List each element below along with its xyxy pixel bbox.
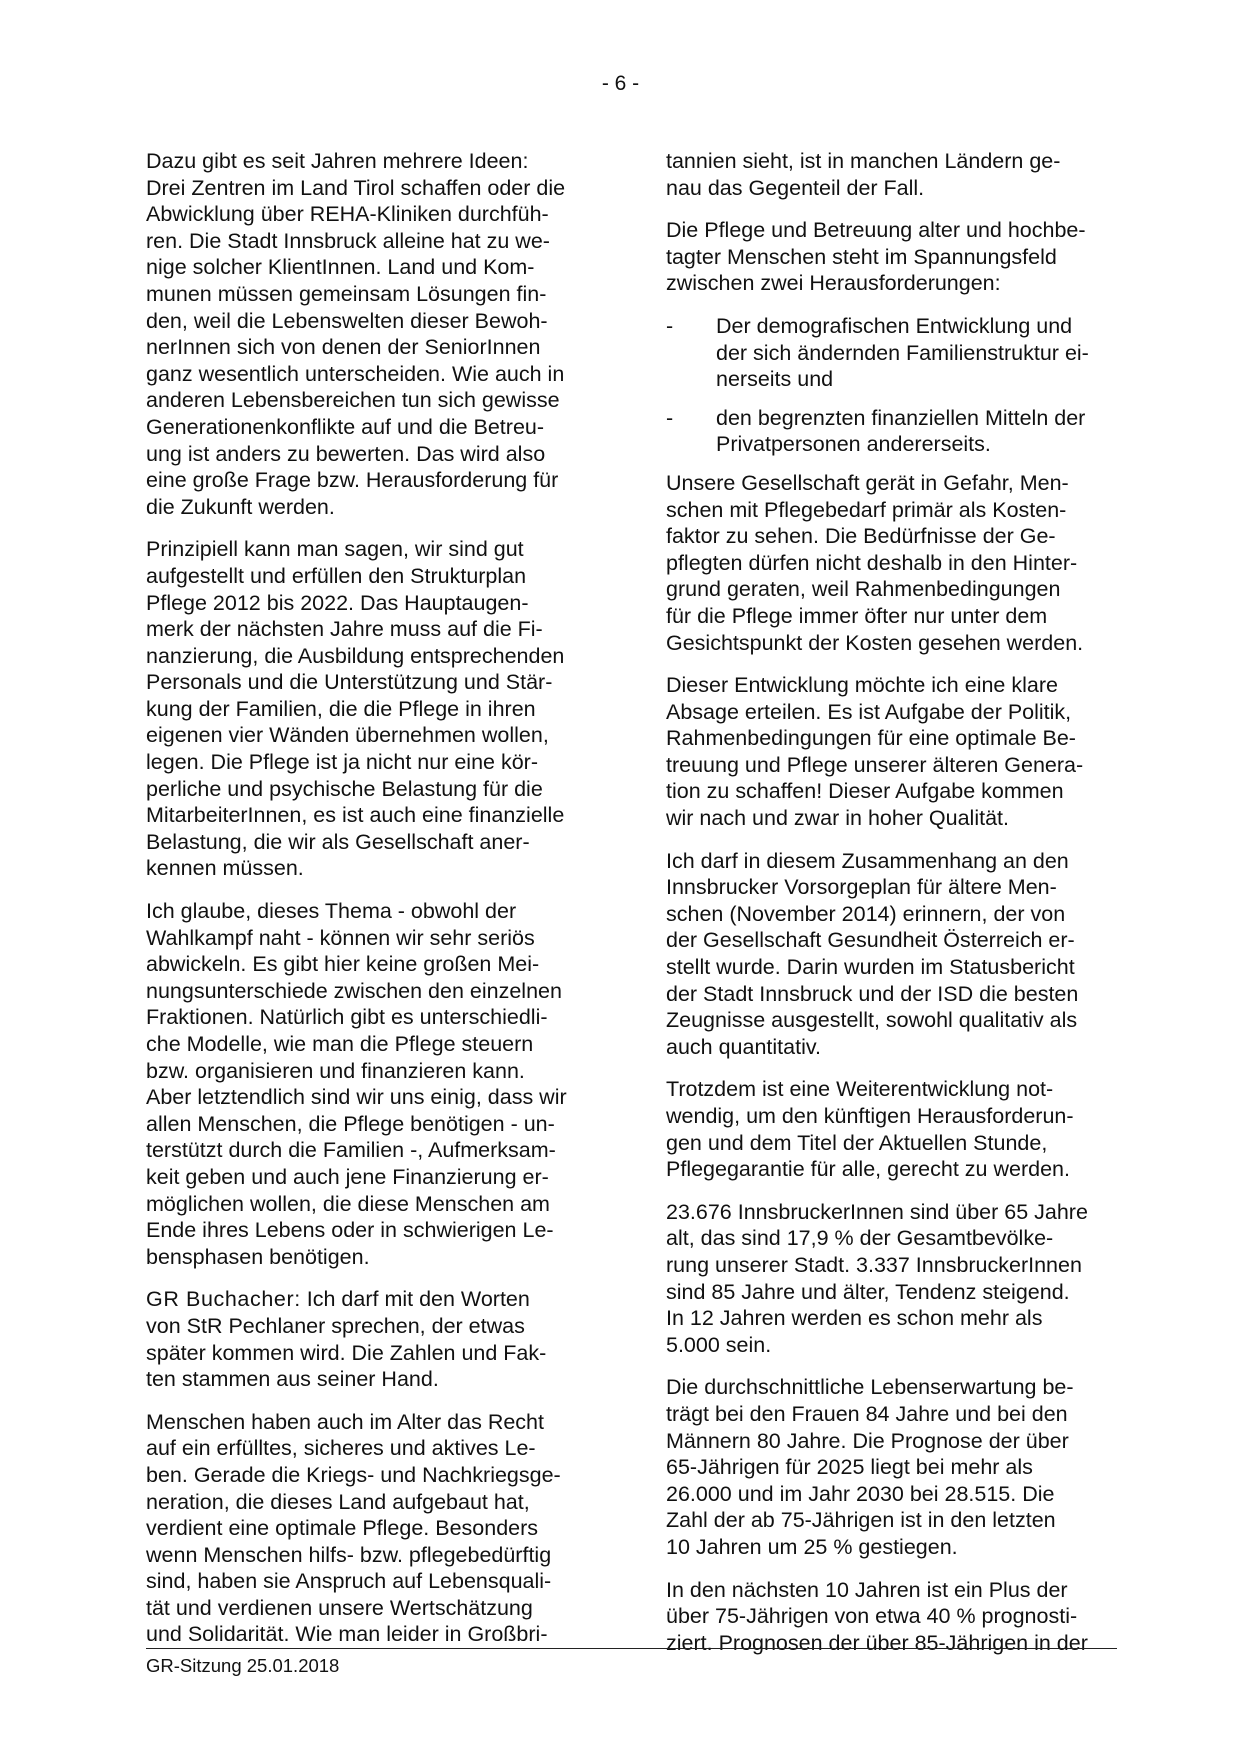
- text-line: Innsbrucker Vorsorgeplan für ältere Men-: [666, 875, 1057, 900]
- text-line: nige solcher KlientInnen. Land und Kom-: [146, 255, 535, 280]
- bullet-item: [666, 405, 1118, 458]
- text-line: eine große Frage bzw. Herausforderung für: [146, 468, 559, 493]
- paragraph: [146, 536, 598, 882]
- text-line: Ich darf in diesem Zusammenhang an den: [666, 848, 1069, 873]
- text-line: Unsere Gesellschaft gerät in Gefahr, Men-: [666, 470, 1069, 495]
- text-line: Der demografischen Entwicklung und: [716, 313, 1073, 338]
- text-line: wir nach und zwar in hoher Qualität.: [666, 806, 1009, 831]
- paragraph: [666, 672, 1118, 832]
- text-line: Die Pflege und Betreuung alter und hochbe-: [666, 218, 1086, 243]
- text-line: nanzierung, die Ausbildung entsprechenden: [146, 643, 565, 668]
- text-line: abwickeln. Es gibt hier keine großen Mei-: [146, 952, 540, 977]
- text-line: trägt bei den Frauen 84 Jahre und bei den: [666, 1401, 1068, 1426]
- paragraph: [146, 1409, 598, 1648]
- text-line: später kommen wird. Die Zahlen und Fak-: [146, 1340, 547, 1365]
- text-line: nau das Gegenteil der Fall.: [666, 175, 925, 200]
- paragraph: [666, 148, 1118, 201]
- text-line: aufgestellt und erfüllen den Strukturplan: [146, 563, 527, 588]
- text-line: ziert. Prognosen der über 85-Jährigen in der: [666, 1630, 1088, 1655]
- bullet-dash: -: [666, 405, 674, 430]
- speaker-line: [146, 1286, 598, 1313]
- text-line: nungsunterschiede zwischen den einzelnen: [146, 978, 562, 1003]
- text-line: Zeugnisse ausgestellt, sowohl qualitativ als: [666, 1008, 1078, 1033]
- text-line: Zahl der ab 75-Jährigen ist in den letzten: [666, 1508, 1056, 1533]
- right-column: [666, 148, 1118, 1672]
- text-line: treuung und Pflege unserer älteren Genera-: [666, 752, 1084, 777]
- paragraph: [666, 848, 1118, 1061]
- paragraph: [146, 1286, 598, 1392]
- text-line: schen mit Pflegebedarf primär als Kosten-: [666, 497, 1067, 522]
- paragraph: [146, 148, 598, 520]
- text-line: grund geraten, weil Rahmenbedingungen: [666, 577, 1061, 602]
- paragraph: [666, 1374, 1118, 1560]
- text-line: stellt wurde. Darin wurden im Statusbericht: [666, 955, 1075, 980]
- text-line: Wahlkampf naht - können wir sehr seriös: [146, 925, 535, 950]
- text-line: den begrenzten finanziellen Mitteln der: [716, 405, 1086, 430]
- left-column: [146, 148, 598, 1664]
- text-line: von StR Pechlaner sprechen, der etwas: [146, 1313, 525, 1338]
- text-line: möglichen wollen, die diese Menschen am: [146, 1191, 550, 1216]
- text-line: Prinzipiell kann man sagen, wir sind gut: [146, 537, 524, 562]
- text-line: der sich ändernden Familienstruktur ei-: [716, 340, 1089, 365]
- text-line: ben. Gerade die Kriegs- und Nachkriegsge-: [146, 1462, 561, 1487]
- bullet-item: [666, 313, 1118, 393]
- text-line: Personals und die Unterstützung und Stär-: [146, 670, 553, 695]
- text-line: für die Pflege immer öfter nur unter dem: [666, 603, 1048, 628]
- paragraph: [666, 1199, 1118, 1359]
- text-line: Fraktionen. Natürlich gibt es unterschiedli-: [146, 1005, 548, 1030]
- text-line: Menschen haben auch im Alter das Recht: [146, 1409, 544, 1434]
- text-line: nerseits und: [716, 367, 834, 392]
- text-line: keit geben und auch jene Finanzierung er-: [146, 1164, 549, 1189]
- text-line: der Gesellschaft Gesundheit Österreich er-: [666, 928, 1075, 953]
- paragraph: [146, 898, 598, 1270]
- text-line: anderen Lebensbereichen tun sich gewisse: [146, 388, 560, 413]
- text-line: Dazu gibt es seit Jahren mehrere Ideen:: [146, 149, 529, 173]
- text-line: Ende ihres Lebens oder in schwierigen Le-: [146, 1218, 554, 1243]
- text-line: sind, haben sie Anspruch auf Lebensquali-: [146, 1569, 552, 1594]
- text-line: Belastung, die wir als Gesellschaft aner-: [146, 829, 530, 854]
- text-line: 10 Jahren um 25 % gestiegen.: [666, 1534, 958, 1559]
- text-line: ung ist anders zu bewerten. Das wird also: [146, 441, 546, 466]
- bullet-text: [716, 313, 1118, 393]
- text-line: Gesichtspunkt der Kosten gesehen werden.: [666, 630, 1084, 655]
- text-line: alt, das sind 17,9 % der Gesamtbevölke-: [666, 1226, 1054, 1251]
- text-line: allen Menschen, die Pflege benötigen - un-: [146, 1111, 555, 1136]
- text-line: In 12 Jahren werden es schon mehr als: [666, 1306, 1043, 1331]
- text-line: Männern 80 Jahre. Die Prognose der über: [666, 1428, 1069, 1453]
- text-line: che Modelle, wie man die Pflege steuern: [146, 1032, 534, 1056]
- text-line: kennen müssen.: [146, 856, 304, 881]
- text-line: Pflegegarantie für alle, gerecht zu werden.: [666, 1157, 1070, 1182]
- text-line: der Stadt Innsbruck und der ISD die besten: [666, 981, 1079, 1006]
- text-line: ten stammen aus seiner Hand.: [146, 1367, 439, 1392]
- text-line: kung der Familien, die die Pflege in ihren: [146, 696, 536, 721]
- paragraph: [666, 1076, 1118, 1182]
- text-line: pflegten dürfen nicht deshalb in den Hinter-: [666, 550, 1078, 575]
- paragraph: [666, 1577, 1118, 1657]
- text-line: terstützt durch die Familien -, Aufmerksam-: [146, 1138, 556, 1163]
- text-line: Abwicklung über REHA-Kliniken durchfüh-: [146, 202, 549, 227]
- text-line: Absage erteilen. Es ist Aufgabe der Politik,: [666, 699, 1072, 724]
- paragraph: [666, 217, 1118, 297]
- text-line: wendig, um den künftigen Herausforderun-: [666, 1104, 1074, 1128]
- text-line: Trotzdem ist eine Weiterentwicklung not-: [666, 1077, 1054, 1102]
- text-line: tannien sieht, ist in manchen Ländern ge-: [666, 149, 1061, 173]
- text-line: Drei Zentren im Land Tirol schaffen oder die: [146, 175, 566, 200]
- footer-session-date: GR-Sitzung 25.01.2018: [146, 1655, 340, 1676]
- text-line: Die durchschnittliche Lebenserwartung be-: [666, 1375, 1074, 1400]
- text-line: munen müssen gemeinsam Lösungen fin-: [146, 281, 547, 306]
- text-line: perliche und psychische Belastung für die: [146, 776, 543, 801]
- text-line: schen (November 2014) erinnern, der von: [666, 901, 1066, 926]
- footer-divider: [146, 1648, 1117, 1649]
- text-line: auch quantitativ.: [666, 1034, 821, 1059]
- text-line: tagter Menschen steht im Spannungsfeld: [666, 244, 1057, 269]
- text-line: Ich glaube, dieses Thema - obwohl der: [146, 899, 517, 924]
- text-line: Privatpersonen andererseits.: [716, 432, 991, 457]
- text-line: tion zu schaffen! Dieser Aufgabe kommen: [666, 779, 1064, 804]
- text-line: die Zukunft werden.: [146, 494, 335, 519]
- text-line: sind 85 Jahre und älter, Tendenz steigend.: [666, 1279, 1070, 1304]
- text-line: und Solidarität. Wie man leider in Großbri-: [146, 1622, 548, 1647]
- text-line: 23.676 InnsbruckerInnen sind über 65 Jahre: [666, 1199, 1088, 1224]
- bullet-dash: -: [666, 313, 674, 338]
- text-line: tät und verdienen unsere Wertschätzung: [146, 1595, 533, 1620]
- text-line: Generationenkonflikte auf und die Betreu-: [146, 414, 545, 439]
- text-line: Aber letztendlich sind wir uns einig, dass wir: [146, 1085, 567, 1110]
- text-line: legen. Die Pflege ist ja nicht nur eine kör-: [146, 750, 538, 775]
- text-line: eigenen vier Wänden übernehmen wollen,: [146, 723, 549, 748]
- text-line: wenn Menschen hilfs- bzw. pflegebedürftig: [146, 1542, 552, 1567]
- text-line: 65-Jährigen für 2025 liegt bei mehr als: [666, 1455, 1033, 1480]
- text-line: zwischen zwei Herausforderungen:: [666, 271, 1001, 296]
- paragraph: [666, 470, 1118, 656]
- text-line: Rahmenbedingungen für eine optimale Be-: [666, 726, 1076, 751]
- speaker-line-text: Ich darf mit den Worten: [300, 1287, 530, 1312]
- text-line: 5.000 sein.: [666, 1332, 772, 1357]
- text-line: gen und dem Titel der Aktuellen Stunde,: [666, 1130, 1048, 1155]
- text-line: Pflege 2012 bis 2022. Das Hauptaugen-: [146, 590, 529, 615]
- text-line: In den nächsten 10 Jahren ist ein Plus der: [666, 1577, 1068, 1602]
- page-number: - 6 -: [601, 72, 640, 95]
- text-line: verdient eine optimale Pflege. Besonders: [146, 1516, 539, 1541]
- text-line: bzw. organisieren und finanzieren kann.: [146, 1058, 525, 1083]
- text-line: MitarbeiterInnen, es ist auch eine finanzielle: [146, 803, 565, 828]
- text-line: neration, die dieses Land aufgebaut hat,: [146, 1489, 530, 1514]
- text-line: über 75-Jährigen von etwa 40 % prognosti-: [666, 1604, 1078, 1629]
- text-line: rung unserer Stadt. 3.337 InnsbruckerInnen: [666, 1252, 1082, 1277]
- text-line: nerInnen sich von denen der SeniorInnen: [146, 335, 541, 360]
- text-line: auf ein erfülltes, sicheres und aktives Le-: [146, 1436, 536, 1461]
- bullet-text: [716, 405, 1118, 458]
- text-line: ren. Die Stadt Innsbruck alleine hat zu we-: [146, 228, 550, 253]
- speaker-name: GR Buchacher:: [146, 1287, 301, 1312]
- text-line: ganz wesentlich unterscheiden. Wie auch in: [146, 361, 565, 386]
- text-line: faktor zu sehen. Die Bedürfnisse der Ge-: [666, 524, 1056, 549]
- text-line: bensphasen benötigen.: [146, 1244, 370, 1269]
- text-line: den, weil die Lebenswelten dieser Bewoh-: [146, 308, 548, 333]
- text-line: merk der nächsten Jahre muss auf die Fi-: [146, 617, 543, 642]
- text-line: 26.000 und im Jahr 2030 bei 28.515. Die: [666, 1481, 1055, 1506]
- text-line: Dieser Entwicklung möchte ich eine klare: [666, 673, 1058, 698]
